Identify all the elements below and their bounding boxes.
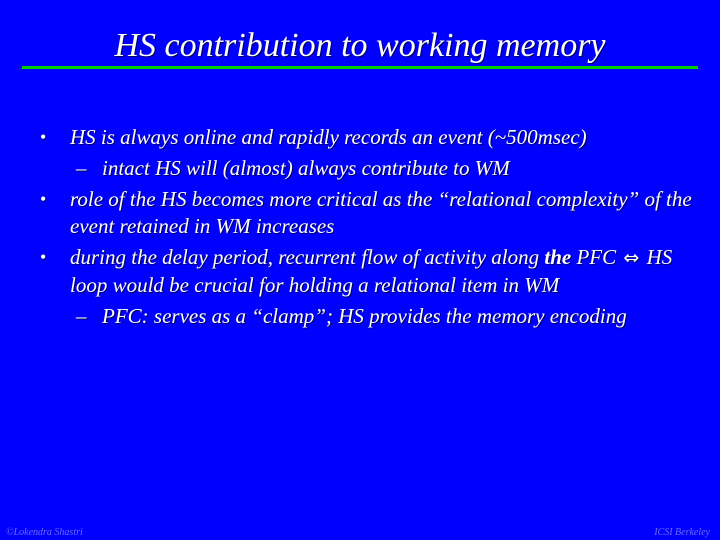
bullet-item bbox=[40, 186, 700, 240]
dash-icon: – bbox=[76, 156, 87, 180]
footer-author: ©Lokendra Shastri bbox=[6, 527, 83, 538]
bullet-item bbox=[40, 244, 700, 299]
bullet-text-pfc: PFC bbox=[576, 245, 617, 269]
bullet-item bbox=[40, 124, 700, 151]
bullet-icon: • bbox=[40, 247, 47, 267]
bullet-text-start: during the delay period, recurrent flow of activity along bbox=[70, 245, 540, 269]
bullet-icon: • bbox=[40, 127, 47, 147]
sub-bullet-text: PFC: serves as a “clamp”; HS provides the memory encoding bbox=[102, 304, 627, 328]
sub-bullet-item bbox=[40, 303, 700, 330]
footer-institution: ICSI Berkeley bbox=[654, 527, 710, 538]
sub-bullet-item bbox=[40, 155, 700, 182]
bullet-text: role of the HS becomes more critical as the “relational complexity” of the event retained in WM increases bbox=[70, 187, 692, 238]
slide-title: HS contribution to working memory bbox=[114, 27, 606, 64]
bullet-text-end: HS loop would be crucial for holding a relational item in WM bbox=[70, 245, 673, 297]
title-underline bbox=[22, 66, 698, 69]
double-arrow-icon: ⇔ bbox=[623, 247, 640, 269]
bullet-list bbox=[40, 120, 700, 330]
sub-bullet-text: intact HS will (almost) always contribute to WM bbox=[102, 156, 510, 180]
bullet-icon: • bbox=[40, 189, 47, 209]
dash-icon: – bbox=[76, 304, 87, 328]
bullet-text-emphasis: the bbox=[544, 245, 572, 269]
bullet-text: HS is always online and rapidly records an event (~500msec) bbox=[70, 125, 587, 149]
